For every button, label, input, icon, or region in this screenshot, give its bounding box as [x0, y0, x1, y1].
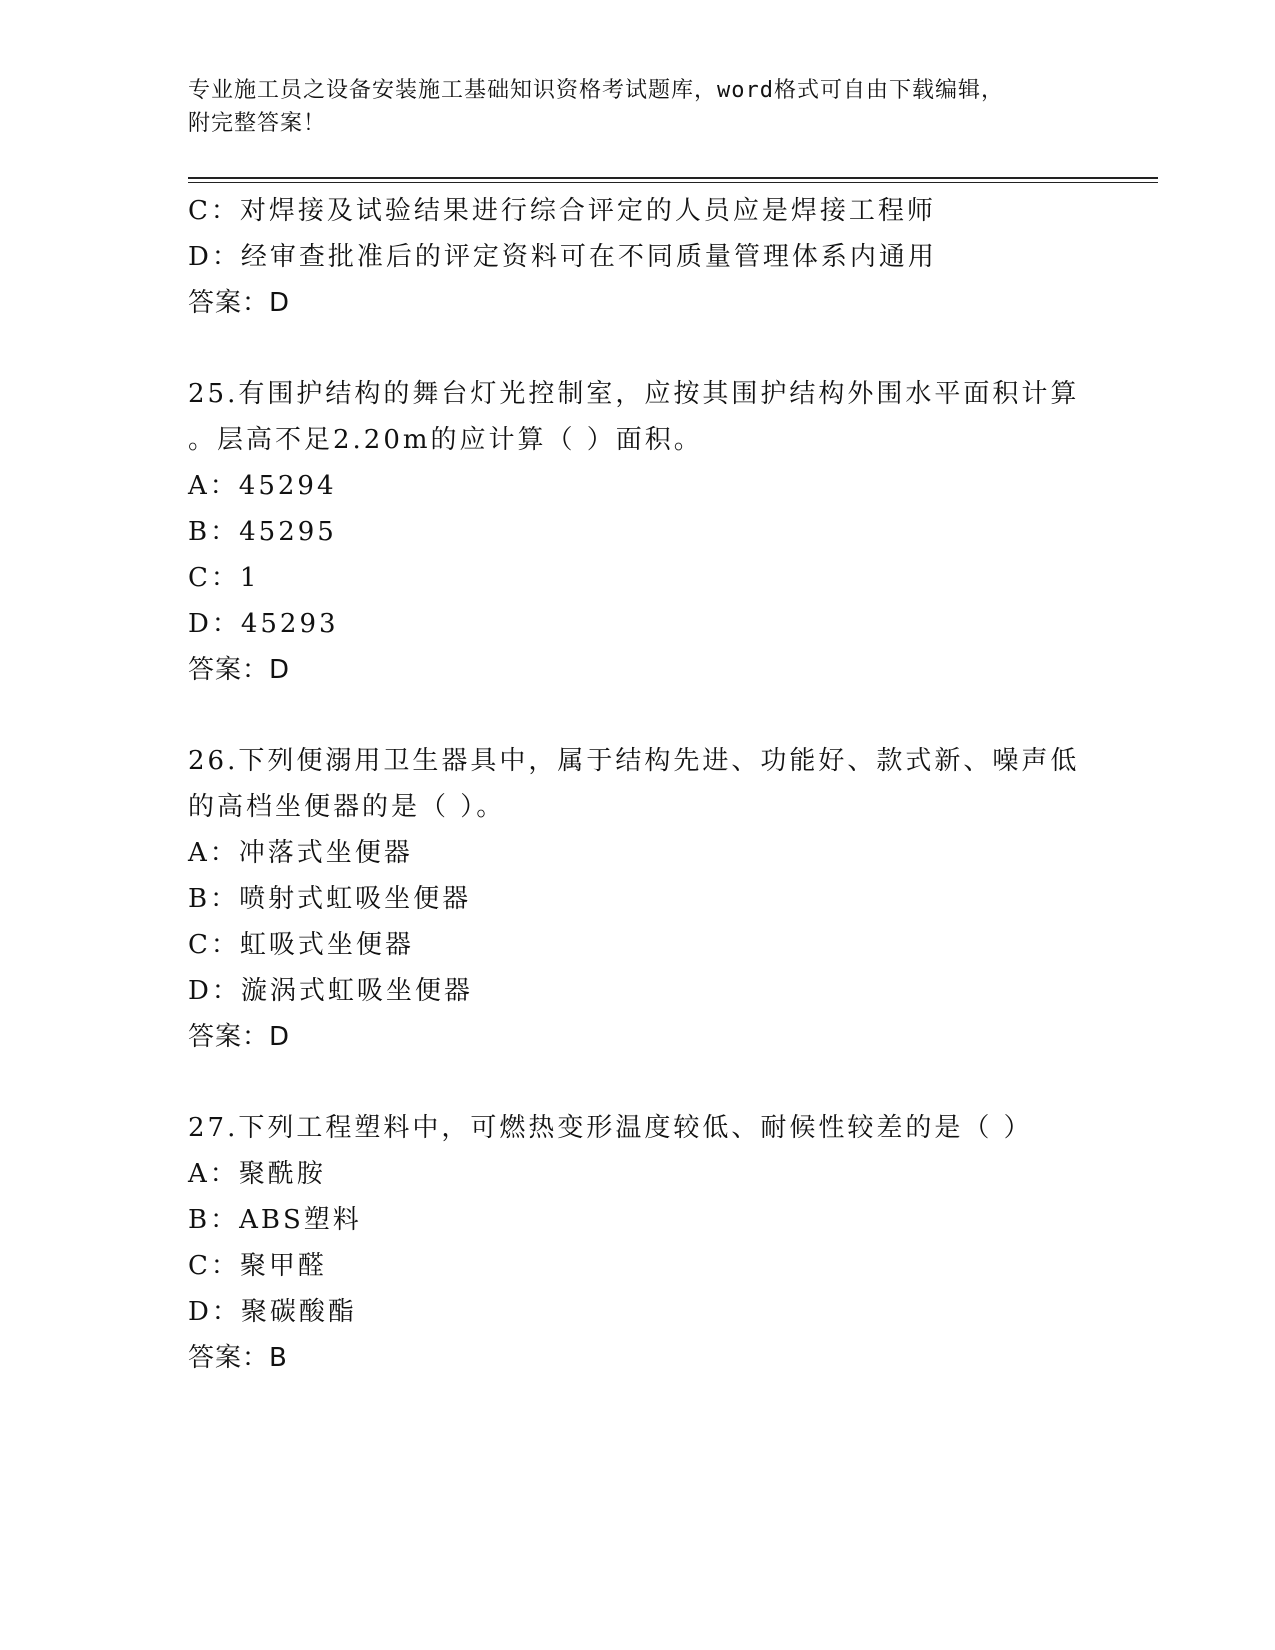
document-header: [188, 74, 1088, 140]
option-a: A：45294: [188, 471, 337, 501]
option-b: B：45295: [188, 517, 337, 547]
option-d: D：聚碳酸酯: [188, 1297, 357, 1327]
header-line-1: 专业施工员之设备安装施工基础知识资格考试题库，word格式可自由下载编辑，: [188, 78, 1004, 103]
question-list: [188, 188, 1088, 1381]
option-a: A：冲落式坐便器: [188, 838, 413, 868]
option-c: C：1: [188, 563, 260, 593]
question-25: [188, 371, 1088, 693]
question-stem-line-1: 27.下列工程塑料中，可燃热变形温度较低、耐候性较差的是（ ）: [188, 1113, 1033, 1143]
answer-line: 答案：D: [188, 655, 291, 685]
answer-line: 答案：B: [188, 1343, 288, 1373]
question-stem-line-1: 25.有围护结构的舞台灯光控制室，应按其围护结构外围水平面积计算: [188, 379, 1080, 409]
question-stem-line-2: 。层高不足2.20m的应计算（ ）面积。: [188, 425, 703, 455]
spacer: [188, 693, 1088, 738]
question-stem-line-2: 的高档坐便器的是（ ）。: [188, 792, 506, 822]
question-fragment: [188, 188, 1088, 326]
option-d: D：经审查批准后的评定资料可在不同质量管理体系内通用: [188, 242, 937, 272]
header-divider-thin: [188, 182, 1158, 183]
option-c: C：聚甲醛: [188, 1251, 327, 1281]
answer-line: 答案：D: [188, 1022, 291, 1052]
option-d: D：45293: [188, 609, 339, 639]
option-c: C：对焊接及试验结果进行综合评定的人员应是焊接工程师: [188, 196, 936, 226]
option-d: D：漩涡式虹吸坐便器: [188, 976, 473, 1006]
option-c: C：虹吸式坐便器: [188, 930, 414, 960]
spacer: [188, 1060, 1088, 1105]
header-divider-thick: [188, 177, 1158, 179]
option-b: B：喷射式虹吸坐便器: [188, 884, 472, 914]
header-line-2: 附完整答案！: [188, 111, 327, 136]
option-a: A：聚酰胺: [188, 1159, 326, 1189]
question-26: [188, 738, 1088, 1060]
option-b: B：ABS塑料: [188, 1205, 362, 1235]
question-27: [188, 1105, 1088, 1381]
answer-line: 答案：D: [188, 288, 291, 318]
question-stem-line-1: 26.下列便溺用卫生器具中，属于结构先进、功能好、款式新、噪声低: [188, 746, 1080, 776]
spacer: [188, 326, 1088, 371]
